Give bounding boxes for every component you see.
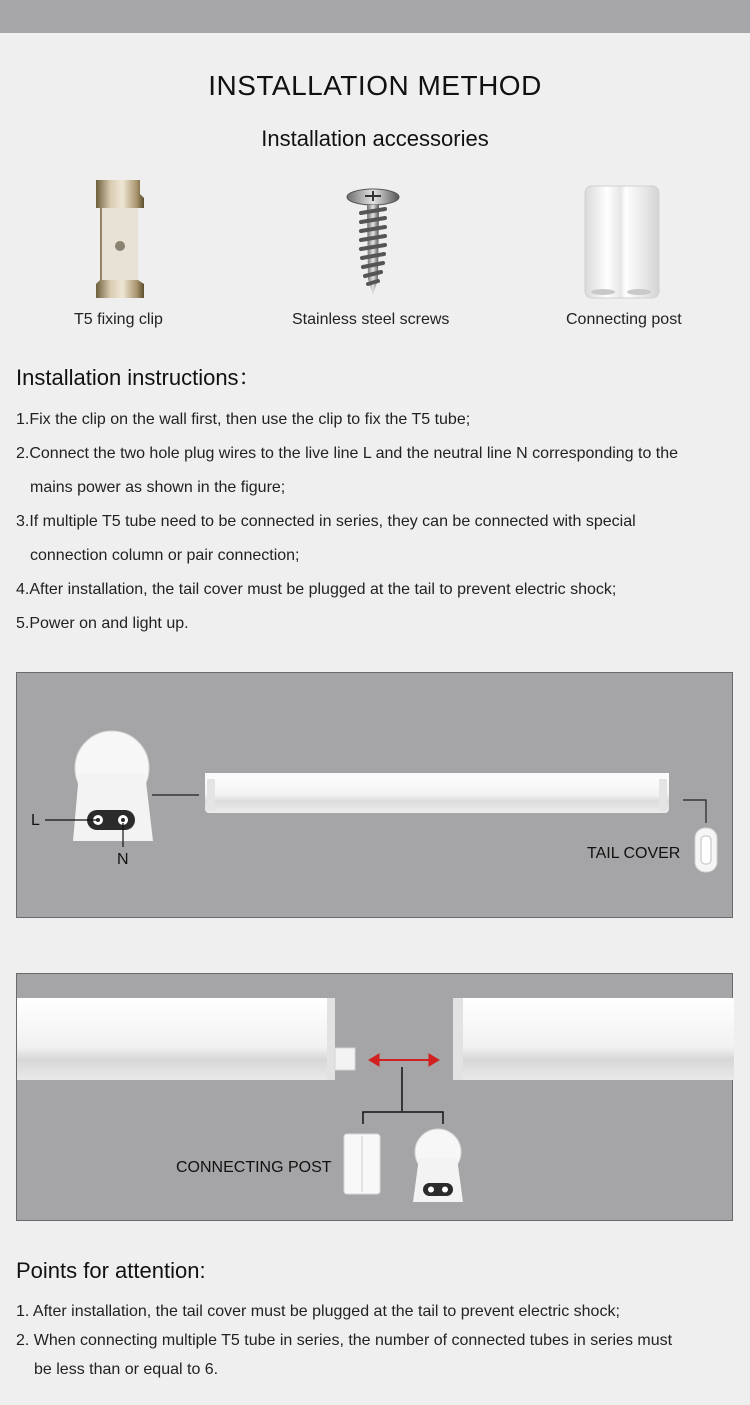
instruction-item-cont: connection column or pair connection; bbox=[30, 547, 300, 564]
instruction-item: 3.If multiple T5 tube need to be connected in series, they can be connected with special bbox=[16, 513, 636, 530]
accessory-label-post: Connecting post bbox=[566, 311, 682, 328]
attention-heading: Points for attention: bbox=[16, 1258, 206, 1283]
top-bar bbox=[0, 0, 750, 33]
instruction-item-cont: mains power as shown in the figure; bbox=[30, 479, 286, 496]
tail-cover-leader bbox=[683, 800, 706, 823]
t5-tube bbox=[205, 773, 669, 813]
screw-image bbox=[345, 187, 401, 297]
instruction-item: 5.Power on and light up. bbox=[16, 615, 189, 632]
connecting-post-image bbox=[583, 184, 661, 300]
instructions-heading: Installation instructions： bbox=[16, 365, 261, 390]
accessory-label-screws: Stainless steel screws bbox=[292, 311, 450, 328]
bracket bbox=[363, 1112, 443, 1124]
wiring-diagram-panel bbox=[16, 672, 733, 918]
series-connection-panel bbox=[16, 973, 733, 1221]
attention-item: 2. When connecting multiple T5 tube in series, the number of connected tubes in series must bbox=[16, 1332, 673, 1349]
instruction-item: 1.Fix the clip on the wall first, then use the clip to fix the T5 tube; bbox=[16, 411, 471, 428]
plug-cap-shape bbox=[413, 1129, 463, 1202]
connecting-post-label: CONNECTING POST bbox=[176, 1159, 332, 1176]
left-tube bbox=[17, 998, 355, 1080]
accessory-label-clip: T5 fixing clip bbox=[74, 311, 163, 328]
accessories-subtitle: Installation accessories bbox=[261, 126, 489, 151]
connecting-post-shape bbox=[344, 1134, 380, 1194]
right-tube bbox=[453, 998, 734, 1080]
instruction-item: 4.After installation, the tail cover must be plugged at the tail to prevent electric shock; bbox=[16, 581, 617, 598]
attention-item: 1. After installation, the tail cover must be plugged at the tail to prevent electric shock; bbox=[16, 1303, 620, 1320]
page-title: INSTALLATION METHOD bbox=[208, 70, 542, 101]
fixing-clip-image bbox=[92, 178, 148, 300]
instruction-item: 2.Connect the two hole plug wires to the live line L and the neutral line N corresponding to the bbox=[16, 445, 679, 462]
wiring-diagram bbox=[17, 673, 734, 919]
attention-list bbox=[16, 1297, 672, 1384]
end-cap-plug bbox=[73, 731, 153, 841]
live-label: L bbox=[31, 812, 40, 829]
instructions-list bbox=[16, 403, 678, 641]
gap-arrow bbox=[369, 1054, 439, 1066]
neutral-label: N bbox=[117, 851, 129, 868]
series-connection-diagram bbox=[17, 974, 734, 1222]
attention-item-cont: be less than or equal to 6. bbox=[34, 1361, 219, 1378]
tail-cover-label: TAIL COVER bbox=[587, 845, 681, 862]
tail-cover-shape bbox=[695, 828, 717, 872]
